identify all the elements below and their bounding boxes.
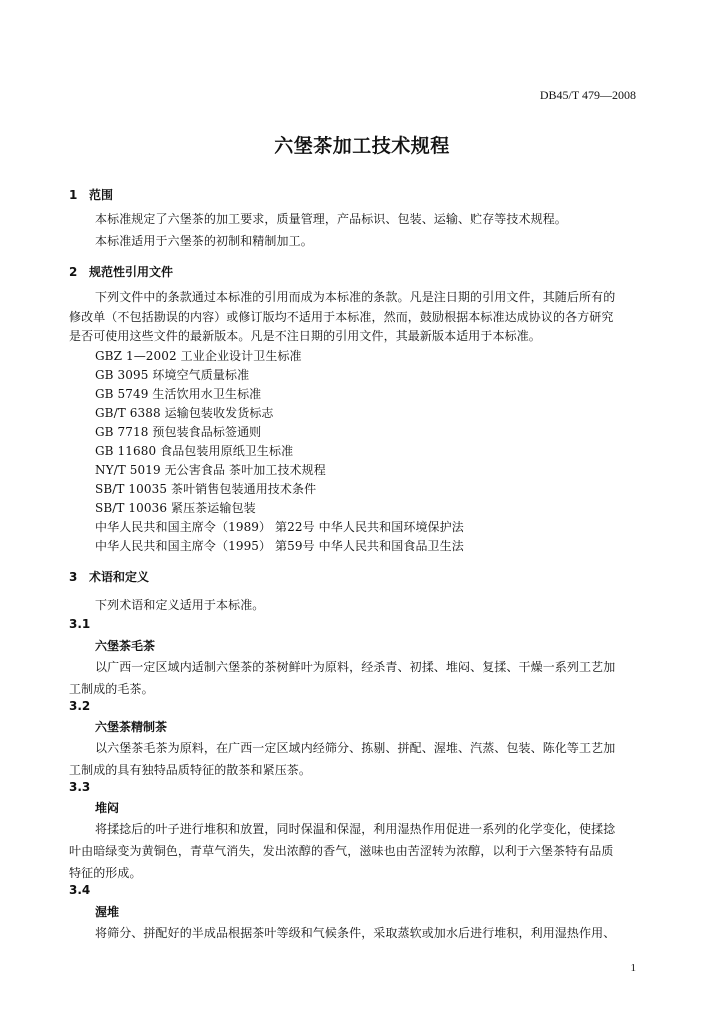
section-title: 术语和定义 [89, 570, 150, 584]
document-title: 六堡茶加工技术规程 [274, 135, 450, 157]
term-name: 渥堆 [95, 905, 120, 919]
page-number: 1 [630, 962, 636, 974]
section-heading-scope [69, 186, 113, 203]
reference-item: GB 5749 生活饮用水卫生标准 [95, 387, 262, 401]
term-name: 六堡茶精制茶 [95, 720, 168, 734]
paragraph-line: 以广西一定区域内适制六堡茶的茶树鲜叶为原料，经杀青、初揉、堆闷、复揉、干燥一系列工艺加 [95, 660, 616, 674]
paragraph-line: 特征的形成。 [69, 866, 142, 880]
section-title: 范围 [89, 188, 114, 202]
term-name: 六堡茶毛茶 [95, 639, 156, 653]
section-heading-terms [69, 568, 149, 585]
term-number: 3.2 [69, 699, 91, 713]
reference-item: GB 11680 食品包装用原纸卫生标准 [95, 444, 294, 458]
paragraph-line: 本标准适用于六堡茶的初制和精制加工。 [95, 234, 313, 248]
section-title: 规范性引用文件 [89, 265, 174, 279]
reference-item: SB/T 10036 紧压茶运输包装 [95, 501, 256, 515]
paragraph-line: 工制成的具有独特品质特征的散茶和紧压茶。 [69, 763, 312, 777]
reference-item: GB 3095 环境空气质量标准 [95, 368, 250, 382]
section-number: 3 [69, 570, 78, 584]
section-heading-normative-references [69, 263, 173, 280]
term-number: 3.4 [69, 883, 91, 897]
paragraph-line: 本标准规定了六堡茶的加工要求，质量管理，产品标识、包装、运输、贮存等技术规程。 [95, 212, 567, 226]
reference-item: 中华人民共和国主席令（1995） 第59号 中华人民共和国食品卫生法 [95, 539, 464, 553]
paragraph-line: 修改单（不包括勘误的内容）或修订版均不适用于本标准，然而，鼓励根据本标准达成协议的各方研究 [69, 310, 614, 324]
reference-item: GB 7718 预包装食品标签通则 [95, 425, 262, 439]
paragraph-line: 将揉捻后的叶子进行堆积和放置，同时保温和保湿，利用湿热作用促进一系列的化学变化，使揉捻 [95, 822, 616, 836]
reference-item: NY/T 5019 无公害食品 茶叶加工技术规程 [95, 463, 326, 477]
term-name: 堆闷 [95, 801, 120, 815]
term-number: 3.1 [69, 617, 91, 631]
paragraph-line: 将筛分、拼配好的半成品根据茶叶等级和气候条件，采取蒸软或加水后进行堆积，利用湿热作用、 [95, 926, 616, 940]
reference-item: GB/T 6388 运输包装收发货标志 [95, 406, 274, 420]
paragraph-line: 叶由暗绿变为黄铜色，青草气消失，发出浓醇的香气，滋味也由苦涩转为浓醇，以利于六堡茶特有品质 [69, 844, 614, 858]
reference-item: GBZ 1—2002 工业企业设计卫生标准 [95, 349, 302, 363]
term-number: 3.3 [69, 780, 91, 794]
section-number: 2 [69, 265, 78, 279]
paragraph-line: 是否可使用这些文件的最新版本。凡是不注日期的引用文件，其最新版本适用于本标准。 [69, 329, 541, 343]
section-number: 1 [69, 188, 78, 202]
reference-item: 中华人民共和国主席令（1989） 第22号 中华人民共和国环境保护法 [95, 520, 464, 534]
reference-item: SB/T 10035 茶叶销售包装通用技术条件 [95, 482, 317, 496]
paragraph-line: 以六堡茶毛茶为原料，在广西一定区域内经筛分、拣剔、拼配、渥堆、汽蒸、包装、陈化等工艺加 [95, 741, 616, 755]
paragraph-line: 下列文件中的条款通过本标准的引用而成为本标准的条款。凡是注日期的引用文件，其随后所有的 [95, 290, 616, 304]
standard-code: DB45/T 479—2008 [539, 88, 636, 102]
paragraph-line: 下列术语和定义适用于本标准。 [95, 598, 265, 612]
paragraph-line: 工制成的毛茶。 [69, 682, 154, 696]
